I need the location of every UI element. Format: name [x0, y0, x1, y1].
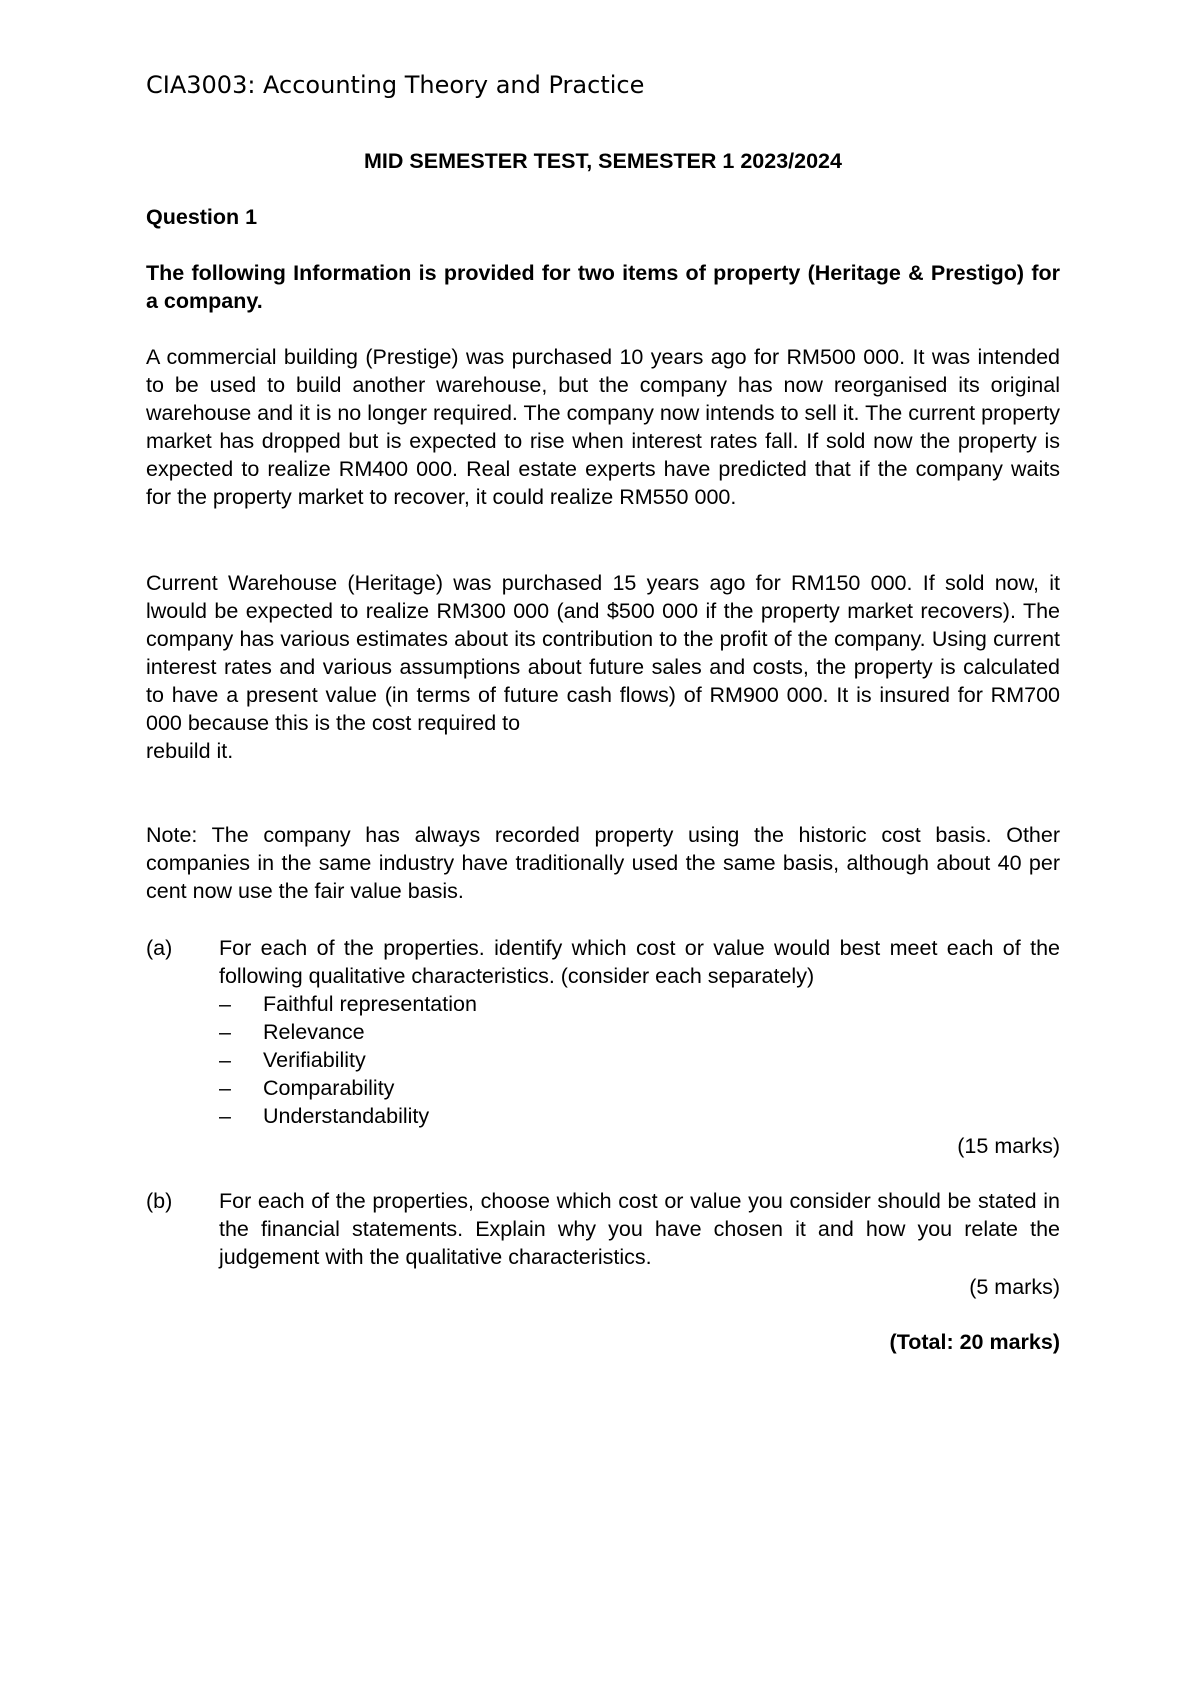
paragraph-heritage-end: rebuild it. [146, 739, 234, 763]
paragraph-note: Note: The company has always recorded property using the historic cost basis. Other companies in the same industry have traditionally used the same basis, although about 40 per cent now use the fair value basis. [146, 823, 1060, 903]
part-b-text: For each of the properties, choose which cost or value you consider should be stated in the financial statements. Explain why you have chosen it and how you relate the judgement with the qualitative characteristics. [219, 1189, 1060, 1269]
part-a-label: (a) [146, 936, 173, 960]
question-intro: The following Information is provided for two items of property (Heritage & Prestigo) for a company. [146, 261, 1060, 313]
dash-bullet: – [219, 1048, 231, 1072]
course-title: CIA3003: Accounting Theory and Practice [146, 71, 645, 99]
list-item: – Relevance [219, 1020, 365, 1044]
paragraph-prestige: A commercial building (Prestige) was purchased 10 years ago for RM500 000. It was intended to be used to build another warehouse, but the company has now reorganised its original warehouse and it is no longer required. The company now intends to sell it. The current property market has dropped but is expected to rise when interest rates fall. If sold now the property is expected to realize RM400 000. Real estate experts have predicted that if the company waits for the property market to recover, it could realize RM550 000. [146, 345, 1060, 509]
part-b-label: (b) [146, 1189, 173, 1213]
paragraph-heritage-main: Current Warehouse (Heritage) was purchased 15 years ago for RM150 000. If sold now, it lwould be expected to realize RM300 000 (and $500 000 if the property market recovers). The company has various estimates about its contribution to the profit of the company. Using current interest rates and various assumptions about future sales and costs, the property is calculated to have a present value (in terms of future cash flows) of RM900 000. It is insured for RM700 000 because this is the cost required to [146, 571, 1060, 735]
part-b [146, 1187, 1060, 1301]
list-item: – Comparability [219, 1076, 395, 1100]
list-item: – Understandability [219, 1104, 430, 1128]
question-heading: Question 1 [146, 205, 258, 229]
total-marks: (Total: 20 marks) [889, 1330, 1060, 1354]
dash-bullet: – [219, 1104, 231, 1128]
paragraph-heritage [146, 569, 1060, 765]
part-a [146, 934, 1060, 1160]
part-a-text: For each of the properties. identify which cost or value would best meet each of the following qualitative characteristics. (consider each separately) [219, 936, 1060, 988]
dash-bullet: – [219, 992, 231, 1016]
list-item: – Verifiability [219, 1048, 366, 1072]
part-a-marks: (15 marks) [957, 1134, 1060, 1158]
test-title: MID SEMESTER TEST, SEMESTER 1 2023/2024 [364, 149, 842, 173]
dash-bullet: – [219, 1076, 231, 1100]
characteristics-list [146, 990, 1060, 1130]
list-item: – Faithful representation [219, 992, 477, 1016]
dash-bullet: – [219, 1020, 231, 1044]
part-b-marks: (5 marks) [969, 1275, 1060, 1299]
